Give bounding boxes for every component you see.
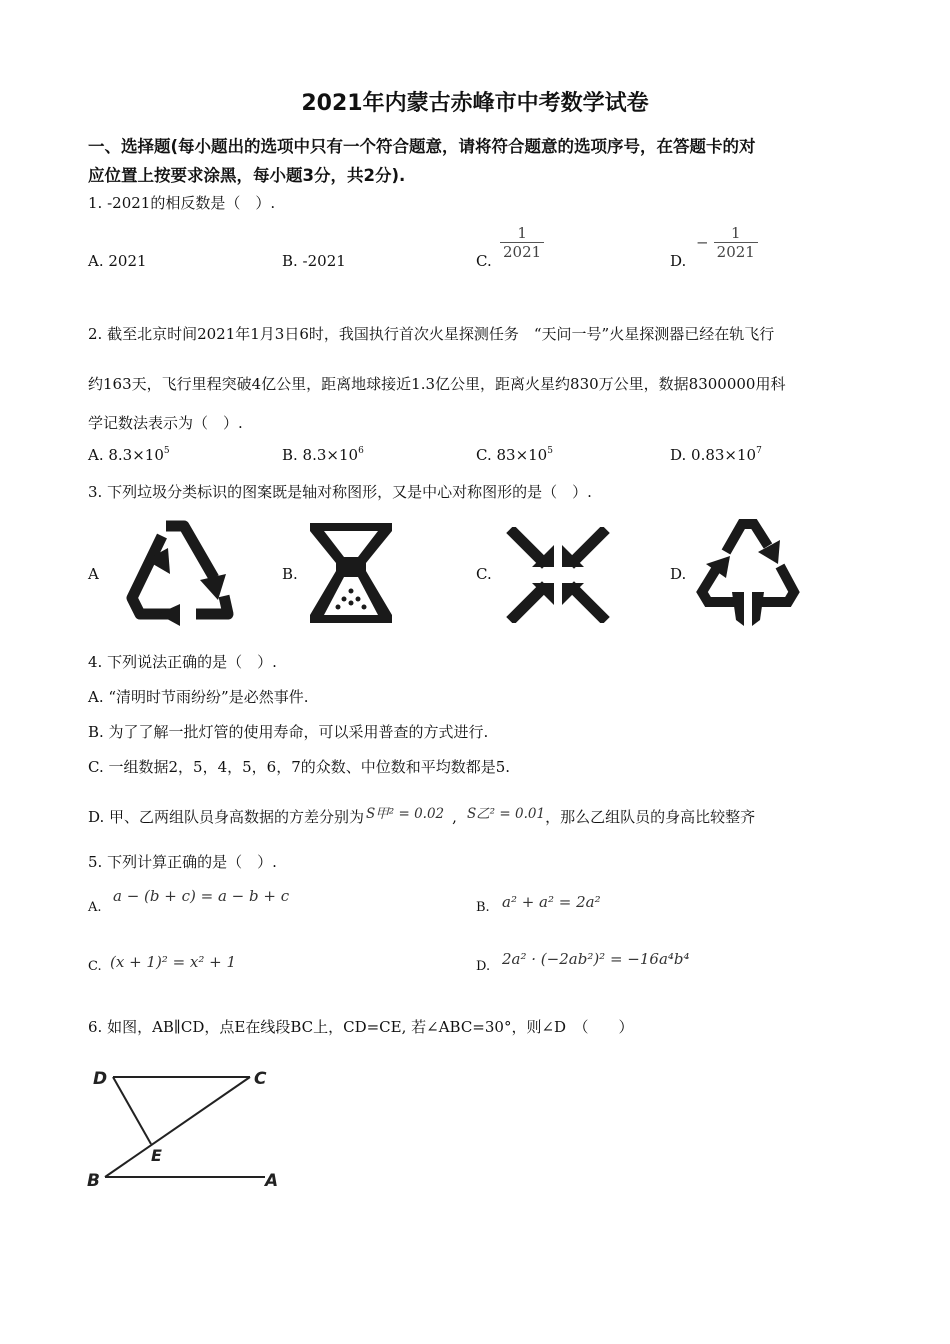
- page-title: 2021年内蒙古赤峰市中考数学试卷: [301, 91, 649, 116]
- q5-option-c-label: C.: [88, 959, 102, 974]
- segment-cb: [105, 1077, 250, 1177]
- q2-line1: 2. 截至北京时间2021年1月3日6时，我国执行首次火星探测任务 “天问一号”火星探测器已经在轨飞行: [88, 325, 775, 343]
- q5-option-c-expr: (x + 1)² = x² + 1: [110, 953, 237, 971]
- q2-option-c: C. $83\times 10^5$: [476, 446, 553, 464]
- q1-option-d-label: D.: [670, 252, 687, 270]
- q1-option-b: B. -2021: [282, 252, 346, 270]
- q5-option-d-label: D.: [476, 959, 491, 974]
- fraction-numerator: 1: [730, 224, 741, 242]
- q3-option-a-label: A: [88, 565, 99, 583]
- q5-option-d-expr: 2a² · (−2ab²)² = −16a⁴b⁴: [502, 950, 690, 968]
- q3-option-c-label: C.: [476, 565, 492, 583]
- q4-stem: 4. 下列说法正确的是（ ）.: [88, 653, 277, 671]
- q3-option-b-label: B.: [282, 565, 298, 583]
- q4-option-c: C. 一组数据2，5，4，5，6，7的众数、中位数和平均数都是5.: [88, 758, 511, 776]
- q3-stem: 3. 下列垃圾分类标识的图案既是轴对称图形，又是中心对称图形的是（ ）.: [88, 483, 592, 501]
- q4-option-d: D. 甲、乙两组队员身高数据的方差分别为 S甲² = 0.02 , S乙² = 0.01，那么乙组队员的身高比较整齐: [88, 806, 756, 826]
- q5-option-a-expr: a − (b + c) = a − b + c: [113, 887, 290, 905]
- fraction-denominator: 2021: [500, 242, 544, 261]
- section-heading-line2: 应位置上按要求涂黑，每小题3分，共2分).: [88, 166, 406, 185]
- fraction-numerator: 1: [517, 224, 527, 242]
- section-heading-line1: 一、选择题(每小题出的选项中只有一个符合题意，请将符合题意的选项序号，在答题卡的对: [88, 137, 756, 156]
- q1-option-c-label: C.: [476, 252, 492, 270]
- q5-option-b-label: B.: [476, 900, 490, 915]
- q1-option-c-fraction: [500, 224, 544, 261]
- q2-option-d: D. $0.83\times 10^7$: [670, 446, 762, 464]
- segment-de: [113, 1077, 151, 1144]
- q5-option-b-expr: a² + a² = 2a²: [502, 893, 601, 911]
- recycle-triangle-icon: [118, 516, 243, 626]
- fraction-denominator: 2021: [714, 242, 758, 261]
- point-label-d: D: [93, 1069, 108, 1089]
- q4-option-d-suffix: ，那么乙组队员的身高比较整齐: [545, 808, 756, 826]
- q4-option-b: B. 为了了解一批灯管的使用寿命，可以采用普查的方式进行.: [88, 723, 489, 741]
- point-label-e: E: [151, 1146, 162, 1165]
- geometry-figure: [85, 1062, 300, 1197]
- q2-line2: 约163天，飞行里程突破4亿公里，距离地球接近1.3亿公里，距离火星约830万公里，数据8300000用科: [88, 375, 786, 393]
- q4-option-d-prefix: D. 甲、乙两组队员身高数据的方差分别为: [88, 808, 365, 826]
- q1-option-d-fraction: [696, 224, 758, 261]
- q4-option-a: A. “清明时节雨纷纷”是必然事件.: [88, 688, 309, 706]
- minus-sign: −: [696, 233, 709, 252]
- q2-option-b: B. $8.3\times 10^6$: [282, 446, 364, 464]
- q5-stem: 5. 下列计算正确的是（ ）.: [88, 853, 277, 871]
- q2-line3: 学记数法表示为（ ）.: [88, 414, 243, 432]
- point-label-b: B: [87, 1171, 100, 1191]
- q6-stem: 6. 如图，AB∥CD，点E在线段BC上，CD=CE, 若∠ABC=30°，则∠D （ ）: [88, 1018, 634, 1036]
- q1-option-a: A. 2021: [88, 252, 147, 270]
- q5-option-a-label: A.: [88, 900, 102, 915]
- hourglass-flask-icon: [306, 519, 396, 627]
- variance-yi: S乙² = 0.01: [466, 806, 546, 822]
- point-label-a: A: [265, 1171, 279, 1191]
- q2-option-a: A. $8.3\times 10^5$: [88, 446, 170, 464]
- q3-option-d-label: D.: [670, 565, 687, 583]
- q1-stem: 1. -2021的相反数是（ ）.: [88, 194, 276, 212]
- four-arrows-icon: [506, 527, 610, 623]
- point-label-c: C: [254, 1069, 267, 1089]
- recycle-arrows-icon: [696, 516, 800, 628]
- variance-jia: S甲² = 0.02: [366, 806, 445, 822]
